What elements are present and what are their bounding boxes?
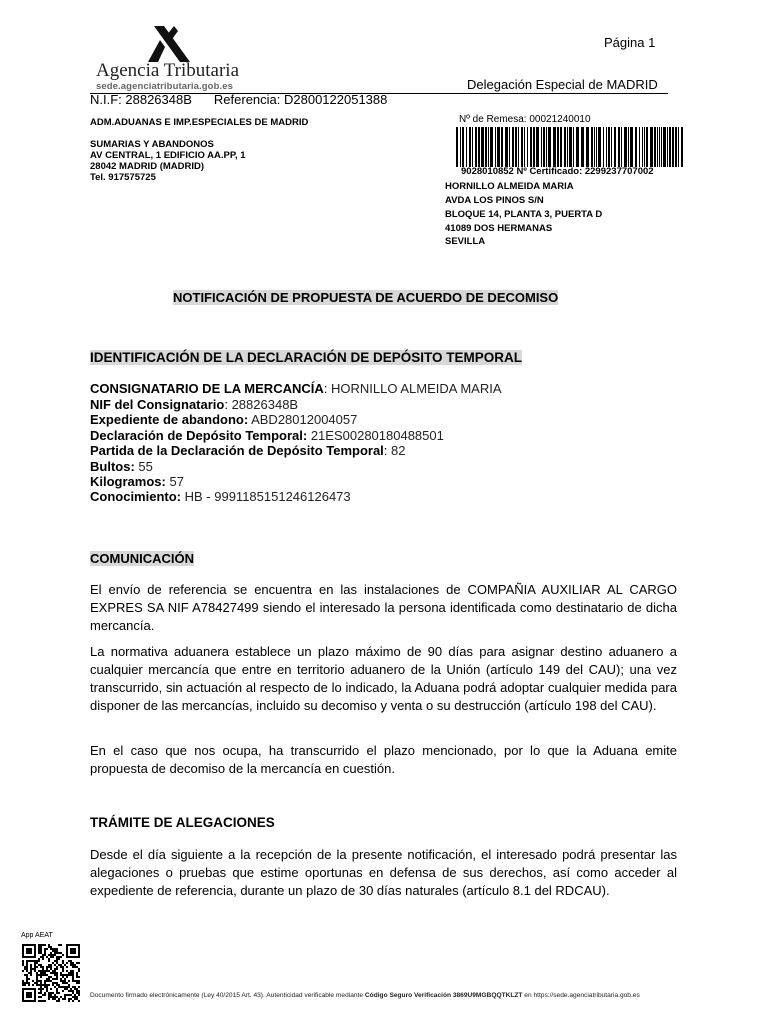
nif-value: N.I.F: 28826348B — [90, 92, 192, 107]
field-row — [90, 381, 502, 396]
field-label: Conocimiento: — [90, 489, 181, 504]
field-row — [90, 397, 298, 412]
field-value: 57 — [169, 474, 184, 489]
recipient-name: HORNILLO ALMEIDA MARIA — [445, 181, 574, 192]
sender-city: 28042 MADRID (MADRID) — [90, 161, 205, 172]
field-row — [90, 428, 444, 443]
nif-line — [90, 92, 387, 107]
field-value: 28826348B — [231, 397, 299, 412]
field-label: Bultos: — [90, 459, 135, 474]
page-number: Página 1 — [604, 35, 656, 50]
document-title: NOTIFICACIÓN DE PROPUESTA DE ACUERDO DE DECOMISO — [173, 290, 559, 305]
alegaciones-heading: TRÁMITE DE ALEGACIONES — [90, 815, 275, 830]
field-row — [90, 443, 406, 458]
alegaciones-paragraph: Desde el día siguiente a la recepción de la presente notificación, el interesado podrá presentar las alegaciones o pruebas que estime oportunas en defensa de sus derechos, así como acceder al expediente de referencia, durante un plazo de 30 días naturales (artículo 8.1 del RDCAU). — [90, 847, 677, 898]
field-separator: : — [383, 443, 392, 458]
field-separator: : — [224, 397, 232, 412]
field-label: Partida de la Declaración de Depósito Temporal — [90, 443, 384, 458]
sender-tel: Tel. 917575725 — [90, 172, 156, 183]
field-value: ABD28012004057 — [251, 412, 358, 427]
delegacion: Delegación Especial de MADRID — [467, 77, 658, 92]
footer-text-b: en https://sede.agenciatributaria.gob.es — [522, 992, 640, 999]
field-label: Expediente de abandono: — [90, 412, 249, 427]
field-label: Kilogramos: — [90, 474, 166, 489]
field-label: Declaración de Depósito Temporal: — [90, 428, 308, 443]
comunicacion-paragraph-1: El envío de referencia se encuentra en las instalaciones de COMPAÑIA AUXILIAR AL CARGO EXPRES SA NIF A78427499 siendo el interesado la persona identificada como destinatario de dicha mercancía. — [90, 582, 677, 633]
field-value: 82 — [391, 443, 406, 458]
remesa-label: Nº de Remesa: 00021240010 — [459, 114, 591, 125]
footer-signature — [90, 992, 640, 999]
recipient-line3: 41089 DOS HERMANAS — [445, 223, 553, 234]
field-separator: : — [323, 381, 331, 396]
sender-office: ADM.ADUANAS E IMP.ESPECIALES DE MADRID — [90, 117, 309, 128]
identificacion-heading: IDENTIFICACIÓN DE LA DECLARACIÓN DE DEPÓSITO TEMPORAL — [90, 350, 523, 365]
qr-code-icon — [22, 944, 80, 1002]
footer-csv: Código Seguro Verificación 3869U9MGBQQTKLZT — [364, 992, 523, 999]
barcode-text: 9028010852 Nº Certificado: 2299237707002 — [461, 166, 654, 177]
sender-dept: SUMARIAS Y ABANDONOS — [90, 139, 214, 150]
field-value: HB - 9991185151246126473 — [184, 489, 351, 504]
app-aeat-label: App AEAT — [21, 932, 53, 939]
sender-street: AV CENTRAL, 1 EDIFICIO AA.PP, 1 — [90, 150, 246, 161]
footer-text-a: Documento firmado electrónicamente (Ley 40/2015 Art. 43). Autenticidad verificable mediante — [90, 992, 365, 999]
comunicacion-paragraph-2: La normativa aduanera establece un plazo máximo de 90 días para asignar destino aduanero a cualquier mercancía que entre en territorio aduanero de la Unión (artículo 149 del CAU); una vez transcurrido, sin actuación al respecto de lo indicado, la Aduana podrá adoptar cualquier medida para disponer de las mercancías, incluido su decomiso y venta o su destrucción (artículo 198 del CAU). — [90, 644, 677, 713]
field-row — [90, 459, 153, 474]
field-value: HORNILLO ALMEIDA MARIA — [331, 381, 502, 396]
logo-name: Agencia Tributaria — [96, 60, 240, 81]
field-label: NIF del Consignatario — [90, 397, 225, 412]
field-label: CONSIGNATARIO DE LA MERCANCÍA — [90, 381, 324, 396]
field-row — [90, 474, 184, 489]
field-value: 55 — [138, 459, 153, 474]
recipient-line2: BLOQUE 14, PLANTA 3, PUERTA D — [445, 209, 603, 220]
referencia: Referencia: D2800122051388 — [213, 92, 388, 107]
recipient-line1: AVDA LOS PINOS S/N — [445, 195, 544, 206]
agencia-tributaria-logo-icon — [148, 26, 190, 62]
logo-url: sede.agenciatributaria.gob.es — [96, 81, 233, 92]
field-value: 21ES00280180488501 — [310, 428, 444, 443]
field-row — [90, 412, 357, 427]
field-row — [90, 489, 351, 504]
comunicacion-heading: COMUNICACIÓN — [90, 551, 194, 566]
barcode-icon — [456, 127, 686, 167]
recipient-line4: SEVILLA — [445, 236, 486, 247]
comunicacion-paragraph-3: En el caso que nos ocupa, ha transcurrido el plazo mencionado, por lo que la Aduana emite propuesta de decomiso de la mercancía en cuestión. — [90, 743, 677, 776]
